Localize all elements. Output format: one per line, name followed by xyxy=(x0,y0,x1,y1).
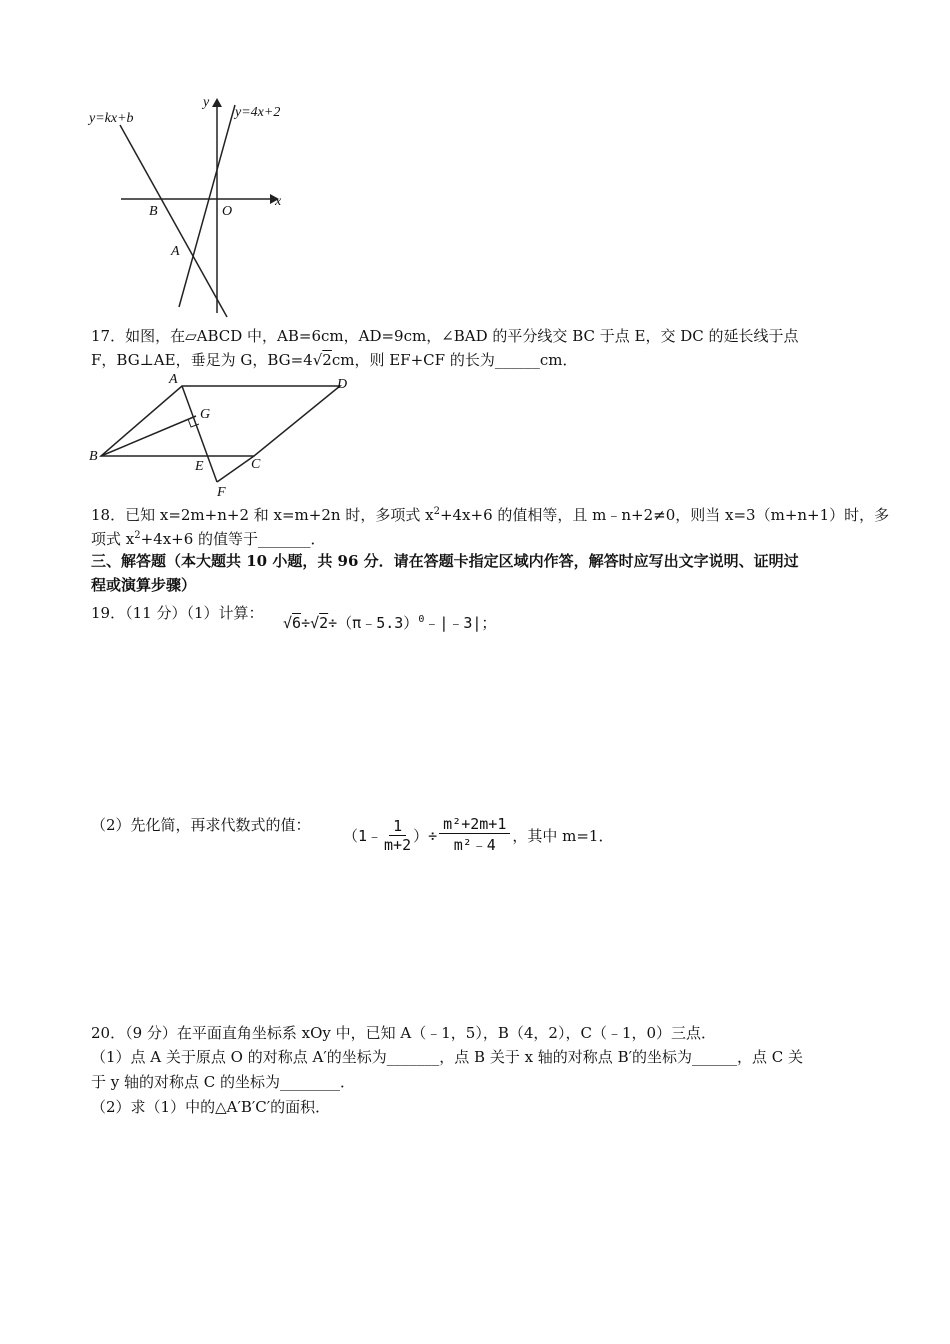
radical-sign: √ xyxy=(283,614,293,632)
q18-line1-b: +4x+6 的值相等，且 m﹣n+2≠0，则当 x=3（m+n+1）时，多 xyxy=(439,506,890,524)
q17-line2-rad: 2 xyxy=(322,351,332,369)
q18-line1 xyxy=(91,502,889,525)
section3-line2: 程或演算步骤） xyxy=(91,576,197,594)
q18-sup: 2 xyxy=(433,506,440,517)
q20-line2: （1）点 A 关于原点 O 的对称点 A′的坐标为_______，点 B 关于 x 轴的对称点 B′的坐标为______，点 C 关 xyxy=(91,1048,804,1066)
label-B: B xyxy=(89,449,98,464)
fraction-2-denominator: m²﹣4 xyxy=(453,836,496,854)
radical-sign: √ xyxy=(312,351,323,369)
q18-line2-b: +4x+6 的值等于_______． xyxy=(140,530,326,548)
y-axis-arrow xyxy=(212,98,222,107)
parallelogram-abcd xyxy=(101,386,340,456)
label-E: E xyxy=(195,459,204,474)
label-x: x xyxy=(275,194,282,209)
q20-line3: 于 y 轴的对称点 C 的坐标为________． xyxy=(91,1073,356,1091)
label-F: F xyxy=(217,485,226,500)
q19-expression xyxy=(283,612,496,633)
q19-rad2: 2 xyxy=(319,614,329,632)
q19-rest: ÷（π﹣5.3） xyxy=(328,614,419,632)
fraction-2 xyxy=(439,815,510,855)
radical-sign: √ xyxy=(310,614,320,632)
label-y: y xyxy=(203,95,210,110)
q18-sup2: 2 xyxy=(134,530,141,541)
q19-p2-tail: ，其中 m=1． xyxy=(512,826,614,845)
q19-p2-close: ）÷ xyxy=(413,826,438,845)
q18-line1-a: 18．已知 x=2m+n+2 和 x=m+2n 时，多项式 x xyxy=(91,506,434,524)
q20-line1: 20．（9 分）在平面直角坐标系 xOy 中，已知 A（﹣1，5），B（4，2），C（﹣1，0）三点． xyxy=(91,1024,717,1042)
fraction-1 xyxy=(384,817,411,854)
q17-line1: 17．如图，在▱ABCD 中，AB=6cm，AD=9cm，∠BAD 的平分线交 BC 于点 E，交 DC 的延长线于点 xyxy=(91,327,799,345)
q17-line2 xyxy=(91,350,577,370)
segment-bg xyxy=(101,416,196,456)
segment-cf xyxy=(217,456,254,482)
label-D: D xyxy=(337,377,348,392)
q18-line2-a: 项式 x xyxy=(91,530,135,548)
q19-part2-intro: （2）先化简，再求代数式的值： xyxy=(91,816,311,834)
linear-functions-figure xyxy=(85,95,300,320)
label-O: O xyxy=(222,204,233,219)
label-C: C xyxy=(251,457,261,472)
line-kx-b xyxy=(120,125,227,317)
q19-rad1: 6 xyxy=(292,614,302,632)
q19-part2-expression xyxy=(343,810,613,860)
fraction-1-numerator: 1 xyxy=(389,817,406,836)
fraction-2-numerator: m²+2m+1 xyxy=(439,815,510,834)
q18-line2 xyxy=(91,526,326,549)
q19-div1: ÷ xyxy=(301,614,311,632)
q19-p2-open: （1﹣ xyxy=(343,826,383,845)
section3-line1: 三、解答题（本大题共 10 小题，共 96 分．请在答题卡指定区域内作答，解答时应写出文字说明、证明过 xyxy=(91,552,799,570)
label-4x2: y=4x+2 xyxy=(235,105,281,120)
q17-line2-b: cm，则 EF+CF 的长为______cm． xyxy=(331,351,578,369)
label-A: A xyxy=(171,244,180,259)
label-G: G xyxy=(200,407,211,422)
q17-line2-a: F，BG⊥AE，垂足为 G，BG=4 xyxy=(91,351,313,369)
q19-sup0: 0 xyxy=(418,614,425,625)
label-kxb: y=kx+b xyxy=(89,111,134,126)
q19-intro: 19．（11 分）（1）计算： xyxy=(91,604,264,622)
fraction-1-denominator: m+2 xyxy=(384,835,412,854)
q19-tail: ﹣|﹣3|； xyxy=(424,614,497,632)
label-B: B xyxy=(149,204,158,219)
parallelogram-figure xyxy=(85,370,360,500)
right-angle-mark xyxy=(188,419,199,427)
q20-line4: （2）求（1）中的△A′B′C′的面积． xyxy=(91,1098,331,1116)
label-A: A xyxy=(169,372,178,387)
